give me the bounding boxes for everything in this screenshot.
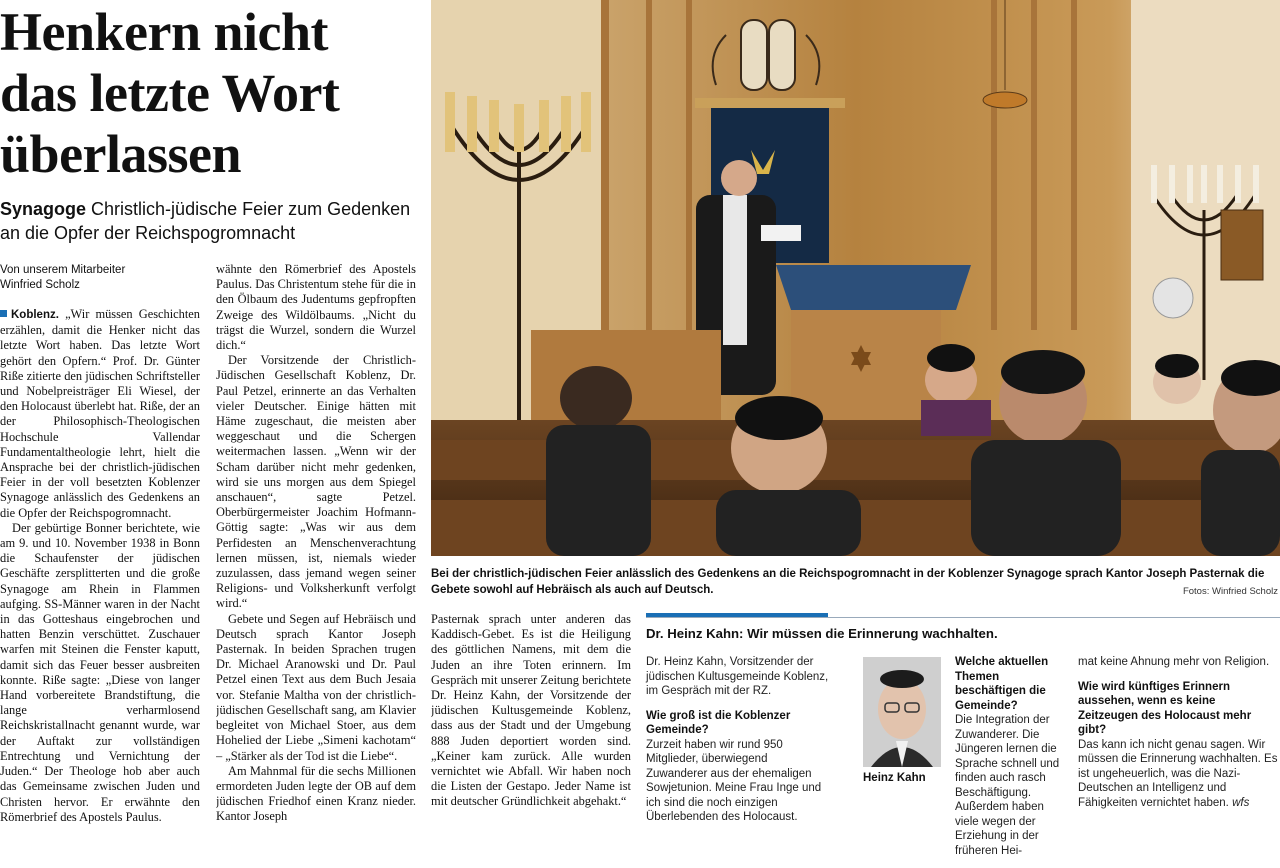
- dateline-marker-icon: [0, 310, 7, 317]
- article-paragraph: [0, 307, 200, 521]
- interview-column-3: [1078, 655, 1278, 820]
- article-column-1: [0, 307, 200, 831]
- interview-question: Wie wird künftiges Erinnern aussehen, wenn es keine Zeitzeugen des Holocaust mehr gibt?: [1078, 680, 1252, 736]
- article-paragraph: Pasternak sprach unter anderen das Kaddisch-Gebet. Es ist die Heiligung des göttlichen Namens, mit dem die Juden an ihre Toten erinnern. Im Gespräch mit unserer Zeitung berichtete Dr. Heinz Kahn, der Vorsitzende der jüdischen Kultusgemeinde Koblenz, dass aus der Stadt und der Umgebung 888 Juden deportiert worden sind. „Keiner kam zurück. Alle wurden vernichtet wie Abfall. Wir haben noch die Listen der Gestapo. Jeder Name ist mit deutscher Gründlichkeit abgehakt.“: [431, 612, 631, 809]
- portrait-photo: [863, 657, 941, 767]
- interview-question: Welche aktuellen Themen beschäftigen die Gemeinde?: [955, 656, 1049, 712]
- headline-line-1: Henkern nicht: [0, 2, 329, 62]
- subheadline: [0, 197, 425, 245]
- author-signoff: wfs: [1232, 796, 1250, 809]
- interview-title: Dr. Heinz Kahn: Wir müssen die Erinnerung wachhalten.: [646, 626, 998, 641]
- interview-column-2: [955, 655, 1065, 868]
- article-paragraph: Am Mahnmal für die sechs Millionen ermordeten Juden legte der OB auf dem jüdischen Friedhof einen Kranz nieder. Kantor Joseph: [216, 763, 416, 824]
- photo-caption: Bei der christlich-jüdischen Feier anlässlich des Gedenkens an die Reichspogromnacht in der Koblenzer Synagoge sprach Kantor Joseph Pasternak die Gebete sowohl auf Hebräisch als auch auf Deutsch.: [431, 568, 1265, 596]
- interview-answer: Die Integration der Zuwanderer. Die Jüngeren lernen die Sprache schnell und finden auch rasch Beschäftigung. Außerdem haben viele wegen der Erziehung in der früheren Hei-: [955, 714, 1060, 857]
- byline: [0, 263, 200, 293]
- article-paragraph: wähnte den Römerbrief des Apostels Paulus. Das Christentum stehe für die in den Ölbaum des Judentums gepfropften Zweige des Wildölbaums. „Nicht du trägst die Wurzel, sondern die Wurzel dich.“: [216, 262, 416, 353]
- subhead-text: Christlich-jüdische Feier zum Gedenken an die Opfer der Reichspogromnacht: [0, 199, 411, 243]
- portrait-illustration: [863, 657, 941, 767]
- wall-plaque: [1221, 210, 1263, 280]
- interview-question: Wie groß ist die Koblenzer Gemeinde?: [646, 709, 791, 736]
- article-paragraph: Der gebürtige Bonner berichtete, wie am 9. und 10. November 1938 in Bonn die Schaufenster der jüdischen Geschäfte zersplitterten und die große Synagoge am Rhein in Flammen aufging. SS-Männer waren in der Nacht in das Gotteshaus eingebrochen und hatten Benzin verschüttet. Zuschauer warfen mit Steinen die Fenster kaputt, damit sich das Feuer besser ausbreiten konnte. Riße sagte: „Diese von langer Hand vorbereitete Brandstiftung, die lange verharmlosend Reichskristallnacht genannt wurde, war der Auftakt zur vollständigen Entrechtung und Vernichtung der Juden.“ Der Theologe hob aber auch das Gemeinsame zwischen Juden und Christen hervor. Er erwähnte den Römerbrief des Apostels Paulus.: [0, 520, 200, 824]
- interview-answer-text: Das kann ich nicht genau sagen. Wir müssen die Erinnerung wachhalten. Es ist ungeheuerlich, was die Nazi-Deutschen an Intelligenz und Fähigkeiten vernichtet haben.: [1078, 738, 1278, 809]
- article-paragraph: Gebete und Segen auf Hebräisch und Deutsch sprach Kantor Joseph Pasternak. In beiden Sprachen trugen Dr. Michael Aranowski und Dr. Paul Petzel einen Text aus dem Buch Jesaia vor. Stefanie Maltha von der christlich-jüdischen Gesellschaft sang, am Klavier begleitet von Michael Stoer, aus dem Hohelied der Liebe „Simeni kachotam“ – „Stärker als der Tod ist die Liebe“.: [216, 611, 416, 763]
- article-column-3: [431, 612, 631, 831]
- photo-credit: Fotos: Winfried Scholz: [1182, 586, 1278, 597]
- interview-intro: Dr. Heinz Kahn, Vorsitzender der jüdischen Kultusgemeinde Koblenz, im Gespräch mit der RZ.: [646, 656, 829, 697]
- interview-answer-continued: mat keine Ahnung mehr von Religion.: [1078, 656, 1270, 668]
- dateline: Koblenz.: [11, 309, 59, 321]
- byline-author: Winfried Scholz: [0, 279, 80, 291]
- article-column-2: [216, 262, 416, 831]
- interview-answer: [1078, 738, 1278, 811]
- synagogue-photo: [431, 0, 1280, 556]
- byline-role: Von unserem Mitarbeiter: [0, 264, 126, 276]
- fan-icon: [1153, 278, 1193, 318]
- article-paragraph: Der Vorsitzende der Christlich-Jüdischen Gesellschaft Koblenz, Dr. Paul Petzel, erinnerte an das Verhalten vieler Deutscher. Einige hätten mit Häme zugeschaut, die meisten aber weggeschaut und die Schergen weitermachen lassen. „Wenn wir der Scham darüber nicht mehr gedenken, wird sie uns morgen aus dem Spiegel anschauen“, sagte Petzel. Oberbürgermeister Joachim Hofmann-Göttig sagte: „Was wir aus dem Perfidesten an Menschenverachtung lernen müssen, ist, niemals wieder zuzulassen, dass jemand wegen seiner Religions- und Volksherkunft verfolgt wird.“: [216, 353, 416, 611]
- headline-line-3: überlassen: [0, 124, 242, 184]
- portrait-caption: Heinz Kahn: [863, 772, 926, 784]
- interview-column-1: [646, 655, 831, 835]
- interview-answer: Zurzeit haben wir rund 950 Mitglieder, überwiegend Zuwanderer aus der ehemaligen Sowjetunion. Meine Frau Inge und ich sind die noch einzigen Überlebenden des Holocaust.: [646, 738, 822, 823]
- headline-line-2: das letzte Wort: [0, 63, 340, 123]
- bimah-cover: [776, 265, 971, 310]
- interview-divider: [646, 617, 1280, 618]
- subhead-kicker: Synagoge: [0, 199, 87, 219]
- synagogue-illustration: [431, 0, 1280, 556]
- headline: [0, 2, 420, 185]
- article-text: „Wir müssen Geschichten erzählen, damit die Henker nicht das letzte Wort haben. Das letzte Wort gehört den Opfern.“ Prof. Dr. Günter Riße zitierte den jüdischen Schriftsteller und Nobelpreisträger Eli Wiesel, der den Holocaust überlebt hat. Riße, der an der Philosophisch-Theologischen Hochschule Vallendar Fundamentaltheologie lehrt, hielt die Ansprache bei der christlich-jüdischen Feier in der voll besetzten Koblenzer Synagoge anlässlich des Gedenkens an die Opfer der Reichspogromnacht.: [0, 307, 200, 520]
